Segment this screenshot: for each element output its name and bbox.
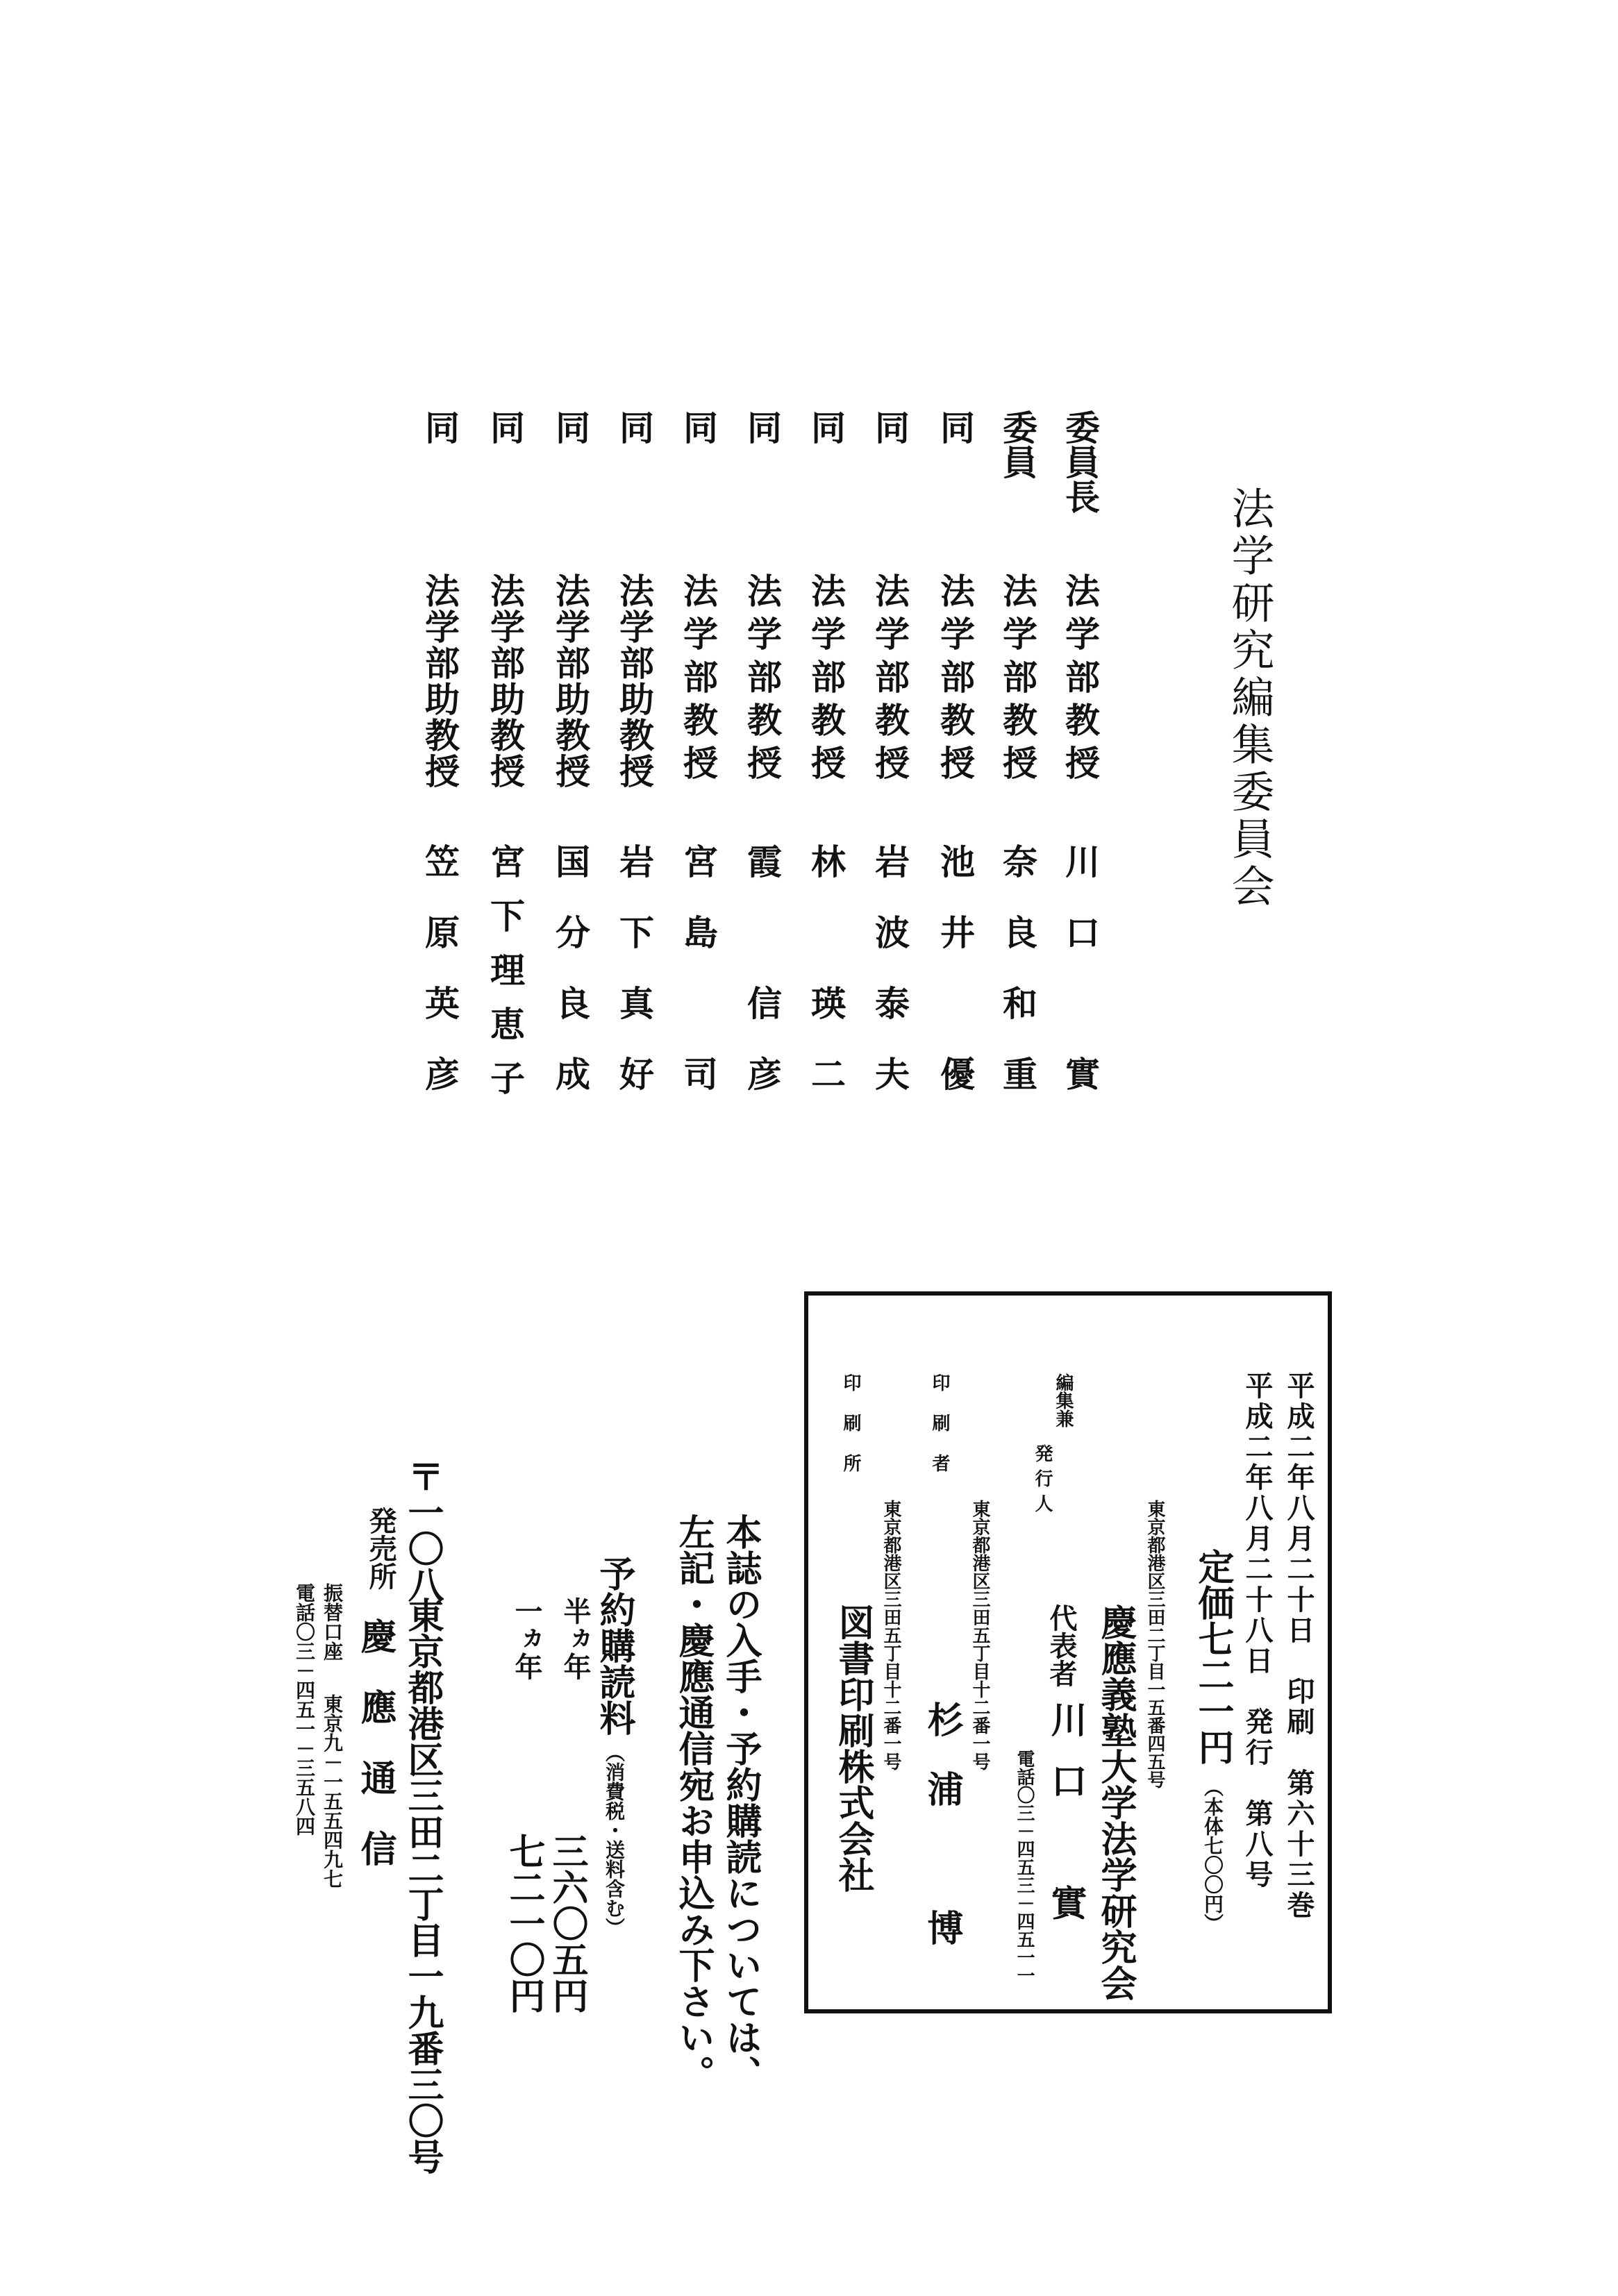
committee-affiliation: 法学部教授 xyxy=(1060,573,1101,788)
committee-role: 同 xyxy=(614,410,655,444)
editor-phone: 電話〇三－四五三－四五一一 xyxy=(1014,1750,1035,1984)
print-shop-label: 印刷所 xyxy=(840,1373,861,1494)
half-year-price: 三六〇五円 xyxy=(546,1833,588,2013)
price-note: （本体七〇〇円） xyxy=(1201,1777,1224,1933)
publisher-phone: 電話〇三－四五一－三五八四 xyxy=(293,1583,316,1836)
publisher-label: 発売所 xyxy=(365,1507,397,1590)
price: 定価七二一円 xyxy=(1192,1548,1234,1765)
committee-role: 同 xyxy=(485,410,526,444)
one-year-price: 七二一〇円 xyxy=(503,1833,545,2013)
subscription-notice: 左記・慶應通信宛お申込み下さい。 xyxy=(672,1514,715,2091)
representative-label: 代表者 xyxy=(1045,1604,1078,1687)
committee-affiliation: 法学部教授 xyxy=(869,573,910,788)
committee-name: 宮島 司 xyxy=(678,844,719,1127)
publisher-postal: 〒一〇八 xyxy=(401,1458,444,1602)
publisher-transfer-number: 東京九－一五五四九七 xyxy=(321,1694,344,1888)
committee-role: 委員 xyxy=(997,410,1038,479)
printer-address: 東京都港区三田五丁目十二番一号 xyxy=(969,1500,990,1770)
committee-role: 同 xyxy=(806,410,846,444)
committee-affiliation: 法学部教授 xyxy=(678,573,719,788)
printer-name: 杉浦 博 xyxy=(921,1701,963,1979)
printed-date: 平成二年八月二十日 印刷 第六十三巻 xyxy=(1283,1371,1315,1921)
editor-name: 慶應義塾大学法学研究会 xyxy=(1094,1604,1137,2001)
committee-affiliation: 法学部助教授 xyxy=(485,573,526,789)
half-year-label: 半ヵ年 xyxy=(559,1597,592,1680)
committee-name: 国分良成 xyxy=(550,844,591,1127)
subscription-notice: 本誌の入手・予約購読については、 xyxy=(719,1514,762,2091)
committee-name: 林 瑛二 xyxy=(806,844,846,1127)
committee-name: 岩波泰夫 xyxy=(869,844,910,1127)
issued-date: 平成二年八月二十八日 発行 第八号 xyxy=(1241,1371,1274,1891)
print-shop-address: 東京都港区三田五丁目十二番一号 xyxy=(881,1500,901,1770)
subscription-fee-label: 予約購読料 xyxy=(593,1555,635,1736)
editor-label-sub: 発行人 xyxy=(1032,1444,1053,1519)
committee-title: 法学研究編集委員会 xyxy=(1224,486,1275,911)
committee-role: 委員長 xyxy=(1060,410,1101,514)
committee-name: 岩下真好 xyxy=(614,844,655,1127)
committee-role: 同 xyxy=(869,410,910,444)
publisher-transfer-label: 振替口座 xyxy=(321,1583,344,1661)
committee-name: 霞 信彦 xyxy=(742,844,783,1127)
publisher-address: 東京都港区三田二丁目一九番三〇号 xyxy=(401,1597,444,2175)
one-year-label: 一ヵ年 xyxy=(510,1597,543,1680)
subscription-fee-note: （消費税・送料含む） xyxy=(603,1743,626,1937)
committee-name: 宮下理恵子 xyxy=(485,844,526,1114)
committee-affiliation: 法学部助教授 xyxy=(419,573,460,789)
committee-name: 池井 優 xyxy=(935,844,976,1127)
committee-name: 川口 實 xyxy=(1060,844,1101,1127)
committee-role: 同 xyxy=(550,410,591,444)
publisher-name: 慶應通信 xyxy=(354,1618,397,1901)
committee-affiliation: 法学部教授 xyxy=(742,573,783,788)
committee-name: 笠原英彦 xyxy=(419,844,460,1127)
committee-role: 同 xyxy=(678,410,719,444)
committee-affiliation: 法学部教授 xyxy=(935,573,976,788)
committee-affiliation: 法学部助教授 xyxy=(614,573,655,789)
print-shop-name: 図書印刷株式会社 xyxy=(832,1604,874,1893)
editor-label: 編集兼 xyxy=(1053,1373,1074,1427)
representative-name: 川口 實 xyxy=(1044,1701,1087,1945)
committee-role: 同 xyxy=(935,410,976,444)
committee-affiliation: 法学部助教授 xyxy=(550,573,591,789)
committee-role: 同 xyxy=(419,410,460,444)
committee-affiliation: 法学部教授 xyxy=(997,573,1038,788)
committee-affiliation: 法学部教授 xyxy=(806,573,846,788)
printer-label: 印刷者 xyxy=(929,1373,950,1494)
committee-name: 奈良和重 xyxy=(997,844,1038,1127)
editor-address: 東京都港区三田二丁目一五番四五号 xyxy=(1144,1500,1165,1788)
committee-role: 同 xyxy=(742,410,783,444)
